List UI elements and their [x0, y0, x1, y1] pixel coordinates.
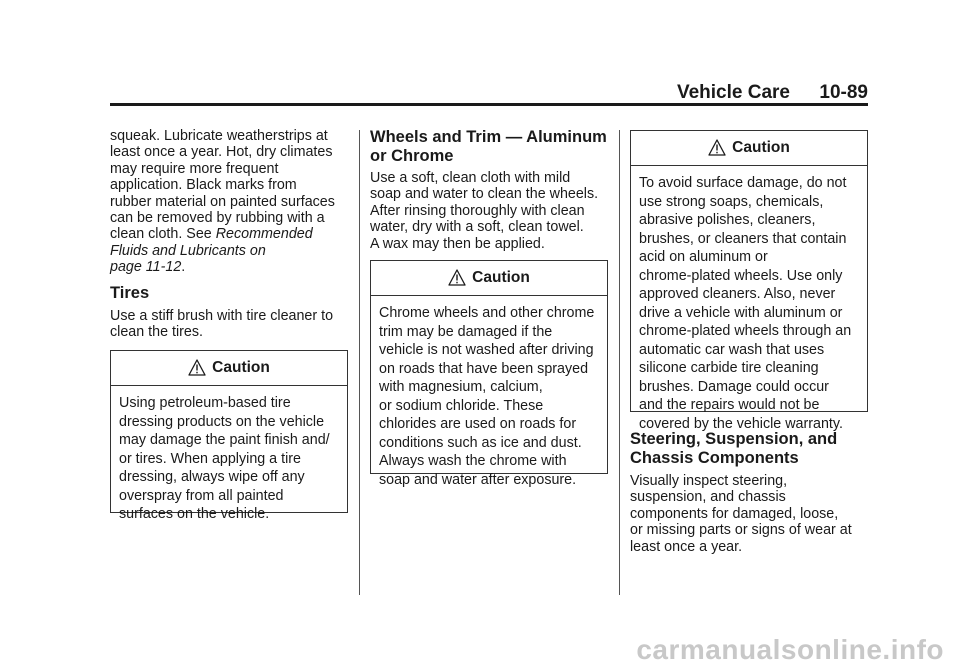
tires-paragraph	[110, 308, 350, 341]
text-line: dressing, always wipe off any	[119, 469, 305, 485]
text-line: or sodium chloride. These	[379, 397, 544, 414]
text-line: silicone carbide tire cleaning	[639, 360, 819, 376]
caution-title: Caution	[472, 269, 530, 286]
cross-reference-link[interactable]: Recommended	[215, 226, 313, 243]
column-divider-2	[619, 130, 620, 595]
text-line: Visually inspect steering,	[630, 473, 788, 489]
text-line: least once a year. Hot, dry climates	[110, 144, 333, 161]
wheels-heading	[370, 128, 610, 165]
text-line: may damage the paint finish and/	[119, 432, 330, 448]
text-line: Use a soft, clean cloth with mild	[370, 170, 571, 186]
watermark: carmanualsonline.info	[636, 634, 944, 665]
wheels-paragraph	[370, 170, 610, 252]
text-line: approved cleaners. Also, never	[639, 286, 836, 302]
text-line: or tires. When applying a tire	[119, 450, 301, 467]
see-prefix: clean cloth. See	[110, 226, 216, 243]
text-line: vehicle is not washed after driving	[379, 342, 594, 358]
heading-line: Chassis Components	[630, 448, 799, 467]
text-line: squeak. Lubricate weatherstrips at	[110, 128, 328, 144]
text-line: To avoid surface damage, do not	[639, 175, 847, 191]
text-line: Using petroleum-based tire	[119, 395, 291, 411]
text-line	[110, 226, 350, 242]
caution-box-aluminum	[630, 130, 868, 432]
text-line: overspray from all painted	[119, 487, 284, 504]
text-line: or missing parts or signs of wear at	[630, 522, 852, 539]
heading-line: or Chrome	[370, 146, 454, 165]
caution-body	[631, 166, 867, 433]
cross-reference-link[interactable]: Fluids and Lubricants on	[110, 242, 266, 259]
text-line: A wax may then be applied.	[370, 235, 545, 252]
column-divider-1	[359, 130, 360, 595]
text-line: Use a stiff brush with tire cleaner to	[110, 308, 334, 324]
steering-heading	[630, 430, 870, 467]
text-line: application. Black marks from	[110, 177, 297, 194]
steering-paragraph	[630, 473, 870, 555]
caution-box-tires	[110, 350, 348, 522]
text-line: acid on aluminum or	[639, 249, 768, 265]
text-line	[110, 243, 350, 259]
caution-body	[371, 296, 607, 489]
text-line: soap and water after exposure.	[379, 471, 577, 488]
text-line: on roads that have been sprayed	[379, 360, 589, 377]
text-line	[110, 259, 350, 275]
text-line: rubber material on painted surfaces	[110, 193, 335, 210]
text-line: chrome-plated wheels through an	[639, 323, 852, 339]
text-line: Chrome wheels and other chrome	[379, 305, 595, 321]
text-line: may require more frequent	[110, 160, 279, 177]
text-line: can be removed by rubbing with a	[110, 210, 325, 227]
text-line: After rinsing thoroughly with clean	[370, 202, 585, 219]
text-line: brushes. Damage could occur	[639, 378, 829, 395]
cross-reference-page[interactable]: page 11-12	[110, 259, 182, 276]
caution-title: Caution	[732, 139, 790, 156]
text-line: soap and water to clean the wheels.	[370, 186, 599, 203]
intro-paragraph	[110, 128, 350, 276]
text-line: brushes, or cleaners that contain	[639, 230, 847, 247]
text-line: Always wash the chrome with	[379, 453, 567, 469]
text-line: covered by the vehicle warranty.	[639, 415, 843, 432]
text-line: surfaces on the vehicle.	[119, 506, 270, 522]
caution-box-chrome	[370, 260, 608, 488]
text-line: dressing products on the vehicle	[119, 413, 325, 430]
text-line: least once a year.	[630, 538, 743, 555]
page-number: 10-89	[819, 82, 868, 103]
caution-header	[111, 351, 347, 386]
heading-line: Steering, Suspension, and	[630, 430, 838, 448]
see-suffix: .	[181, 259, 186, 276]
text-line: abrasive polishes, cleaners,	[639, 212, 816, 228]
caution-header	[371, 261, 607, 296]
caution-header	[631, 131, 867, 166]
text-line: water, dry with a soft, clean towel.	[370, 219, 584, 236]
warning-triangle-icon	[188, 359, 206, 376]
caution-title: Caution	[212, 359, 270, 376]
text-line: chlorides are used on roads for	[379, 416, 577, 432]
text-line: components for damaged, loose,	[630, 505, 839, 522]
text-line: suspension, and chassis	[630, 489, 786, 506]
warning-triangle-icon	[448, 269, 466, 286]
text-line: and the repairs would not be	[639, 397, 820, 413]
text-line: conditions such as ice and dust.	[379, 434, 582, 451]
text-line: with magnesium, calcium,	[379, 379, 543, 395]
text-line: trim may be damaged if the	[379, 323, 553, 340]
text-line: automatic car wash that uses	[639, 341, 825, 358]
text-line: use strong soaps, chemicals,	[639, 193, 824, 210]
section-title: Vehicle Care	[676, 82, 790, 103]
text-line: chrome-plated wheels. Use only	[639, 267, 843, 284]
text-line: clean the tires.	[110, 324, 203, 341]
text-line: drive a vehicle with aluminum or	[639, 304, 843, 321]
tires-heading: Tires	[110, 284, 150, 302]
header-rule	[110, 103, 868, 106]
heading-line: Wheels and Trim — Aluminum	[370, 128, 607, 146]
warning-triangle-icon	[708, 139, 726, 156]
caution-body	[111, 386, 347, 524]
